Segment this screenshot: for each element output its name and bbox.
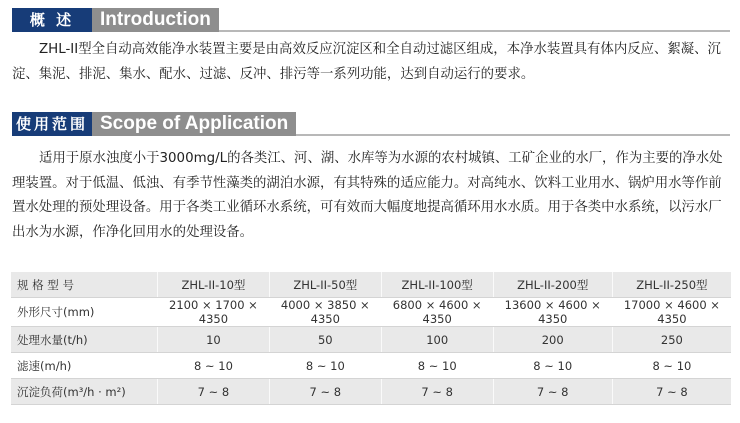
table-row (11, 379, 731, 405)
row-label: 外形尺寸(mm) (11, 298, 158, 327)
application-paragraph-block (12, 147, 728, 245)
table-cell: 8 ~ 10 (158, 353, 270, 379)
table-cell: 7 ~ 8 (493, 379, 612, 405)
table-cell: 250 (612, 327, 731, 353)
table-row (11, 353, 731, 379)
table-row (11, 298, 731, 327)
table-cell: 7 ~ 8 (158, 379, 270, 405)
application-title-en: Scope of Application (92, 112, 296, 136)
table-header-cell: 规 格 型 号 (11, 272, 158, 298)
spec-table (11, 272, 731, 405)
header-divider (219, 8, 730, 32)
table-header-cell: ZHL-II-10型 (158, 272, 270, 298)
application-title-cn: 使用范围 (12, 112, 92, 136)
table-header-cell: ZHL-II-250型 (612, 272, 731, 298)
table-cell: 17000 × 4600 × 4350 (612, 298, 731, 327)
row-label: 滤速(m/h) (11, 353, 158, 379)
table-cell: 100 (381, 327, 493, 353)
table-cell: 7 ~ 8 (612, 379, 731, 405)
table-cell: 10 (158, 327, 270, 353)
intro-paragraph-block (12, 38, 728, 87)
intro-title-cn: 概 述 (12, 8, 92, 32)
table-header-cell: ZHL-II-100型 (381, 272, 493, 298)
table-cell: 8 ~ 10 (381, 353, 493, 379)
application-text: 适用于原水浊度小于3000mg/L的各类江、河、湖、水库等为水源的农村城镇、工矿企业的水厂，作为主要的净水处理装置。对于低温、低浊、有季节性藻类的湖泊水源，有其特殊的适应能力。对高纯水、饮料工业用水、锅炉用水等作前置水处理的预处理设备。用于各类工业循环水系统，可有效而大幅度地提高循环用水水质。用于各类中水系统，以污水厂出水为水源，作净化回用水的处理设备。 (12, 151, 723, 240)
intro-title-en: Introduction (92, 8, 219, 32)
table-cell: 200 (493, 327, 612, 353)
table-cell: 7 ~ 8 (269, 379, 381, 405)
table-cell: 2100 × 1700 × 4350 (158, 298, 270, 327)
table-header-cell: ZHL-II-50型 (269, 272, 381, 298)
table-row (11, 327, 731, 353)
table-cell: 8 ~ 10 (493, 353, 612, 379)
row-label: 沉淀负荷(m³/h · m²) (11, 379, 158, 405)
table-header-cell: ZHL-II-200型 (493, 272, 612, 298)
table-cell: 6800 × 4600 × 4350 (381, 298, 493, 327)
table-cell: 13600 × 4600 × 4350 (493, 298, 612, 327)
table-cell: 8 ~ 10 (269, 353, 381, 379)
table-cell: 4000 × 3850 × 4350 (269, 298, 381, 327)
application-section-header (12, 112, 730, 136)
table-cell: 8 ~ 10 (612, 353, 731, 379)
table-cell: 7 ~ 8 (381, 379, 493, 405)
row-label: 处理水量(t/h) (11, 327, 158, 353)
intro-text: ZHL-II型全自动高效能净水装置主要是由高效反应沉淀区和全自动过滤区组成，本净水装置具有体内反应、絮凝、沉淀、集泥、排泥、集水、配水、过滤、反冲、排污等一系列功能，达到自动运行的要求。 (12, 42, 721, 82)
table-cell: 50 (269, 327, 381, 353)
intro-section-header (12, 8, 730, 32)
table-header-row (11, 272, 731, 298)
header-divider (296, 112, 730, 136)
